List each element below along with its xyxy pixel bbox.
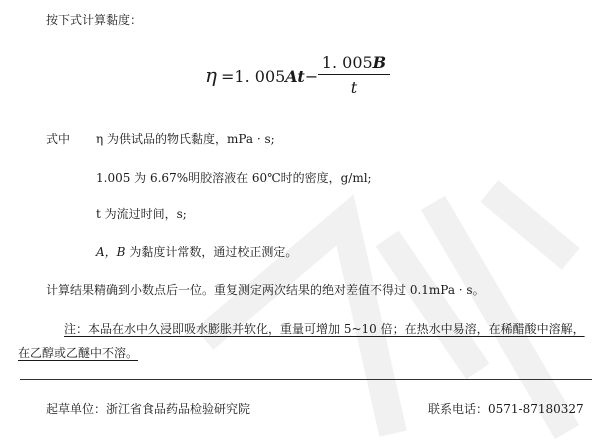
solubility-note: 注：本品在水中久浸即吸水膨胀并软化，重量可增加 5~10 倍；在热水中易溶，在稀醋酸中溶解，在乙醇或乙醚中不溶。 — [18, 322, 585, 360]
intro-text: 按下式计算黏度： — [46, 13, 143, 27]
formula-denominator: t — [350, 78, 358, 97]
definition-time: t 为流过时间，s; — [96, 207, 187, 221]
formula-numerator: 1. 005B — [321, 53, 387, 72]
definition-density: 1.005 为 6.67%明胶溶液在 60℃时的密度，g/ml; — [96, 171, 372, 185]
formula-main-expression: =1. 005At− — [221, 67, 319, 86]
fraction-bar — [318, 74, 390, 75]
footer-divider — [20, 379, 592, 380]
definitions-prefix: 式中 — [46, 132, 71, 146]
formula-fraction — [318, 53, 390, 97]
definition-eta: η 为供试品的物氏黏度，mPa · s; — [96, 132, 275, 146]
result-precision-text: 计算结果精确到小数点后一位。重复测定两次结果的绝对差值不得过 0.1mPa · s。 — [46, 283, 485, 297]
formula-eta: η — [205, 63, 217, 87]
contact-phone: 联系电话：0571-87180327 — [428, 402, 584, 416]
viscosity-formula — [205, 51, 405, 101]
definition-constants: A，B 为黏度计常数，通过校正测定。 — [96, 245, 298, 259]
drafting-unit: 起草单位：浙江省食品药品检验研究院 — [46, 402, 251, 416]
